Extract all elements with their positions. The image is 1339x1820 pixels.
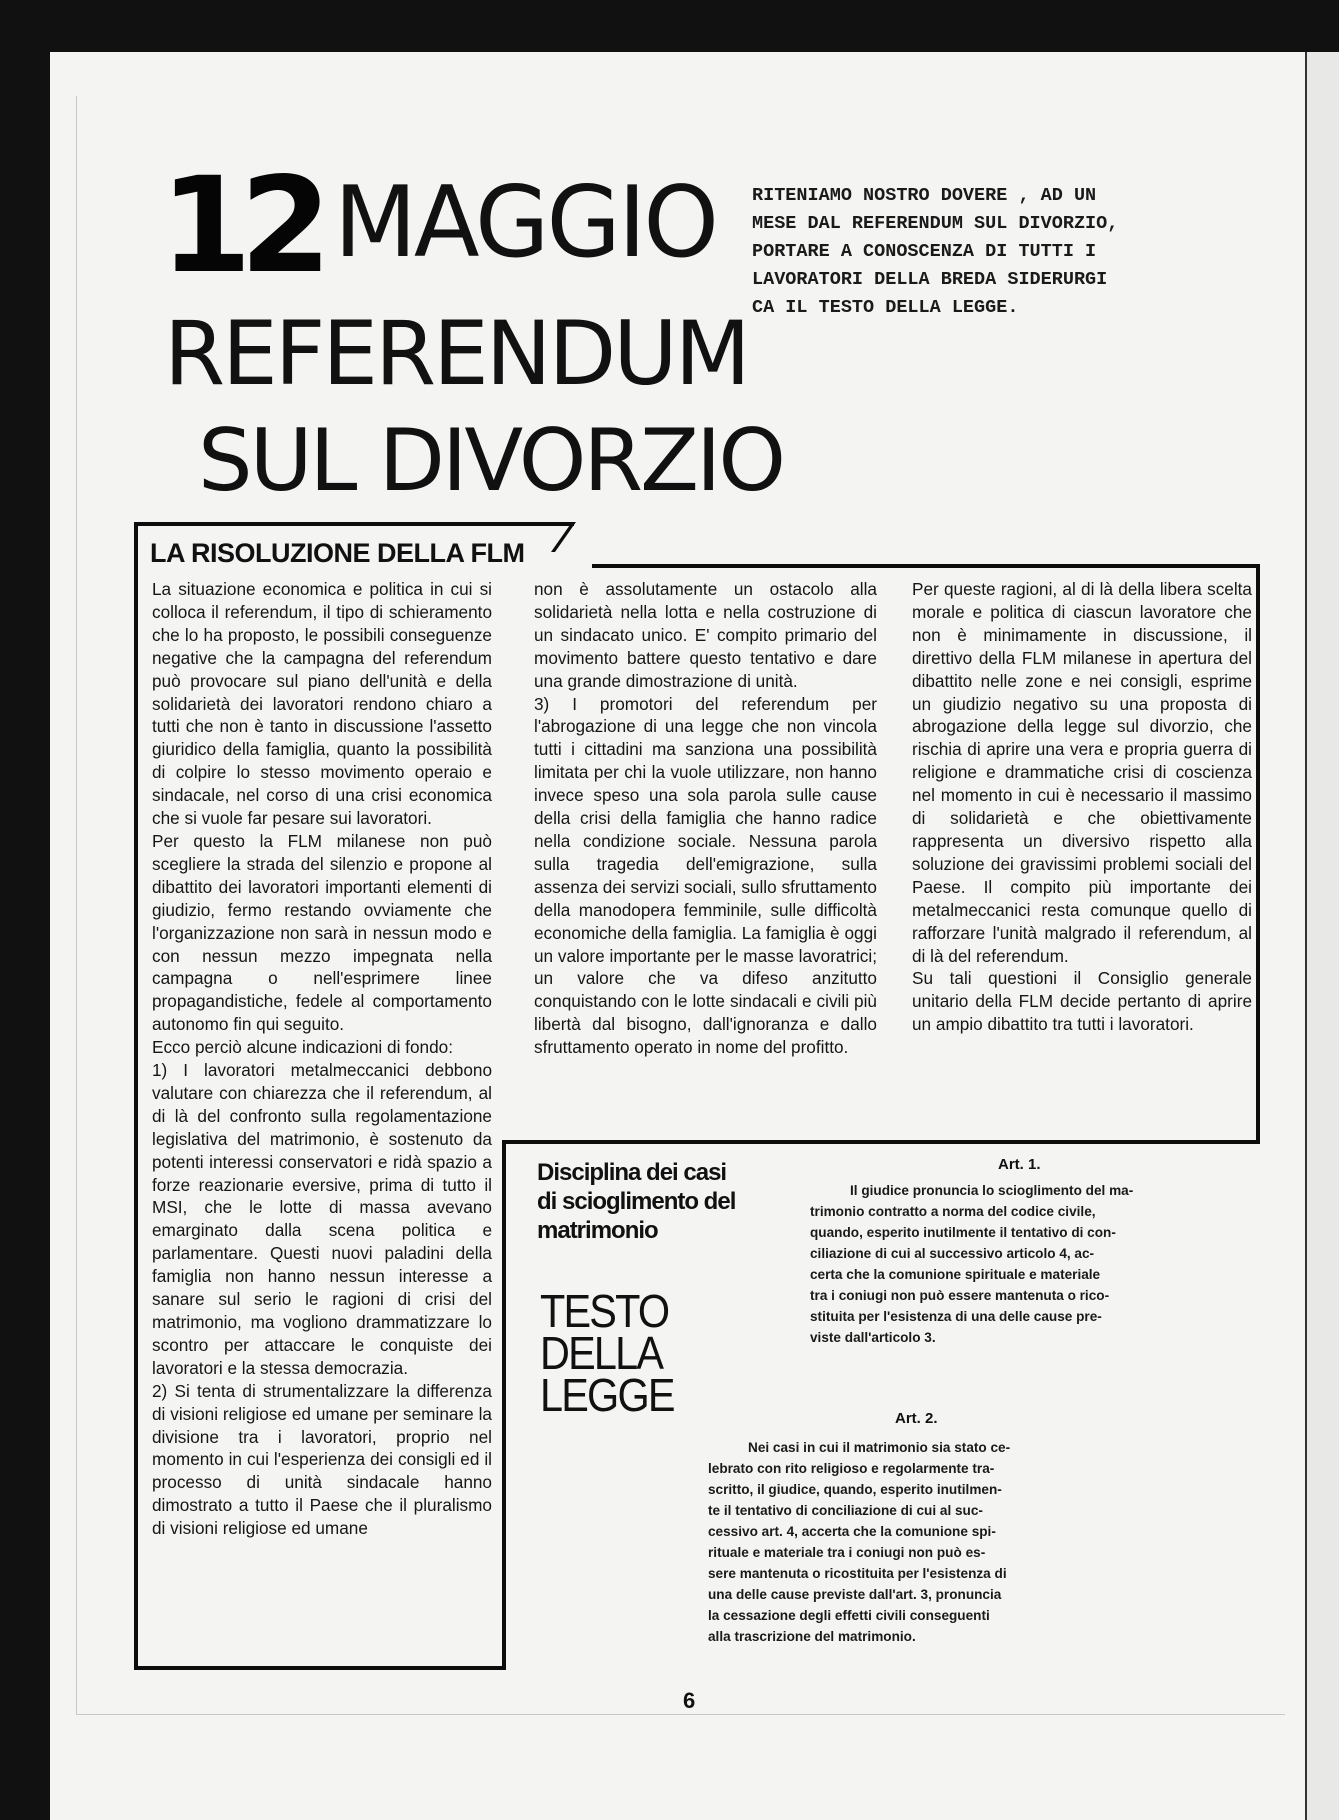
box-border-bottom-left <box>134 1666 506 1670</box>
paragraph: 1) I lavoratori metalmeccanici debbono valutare con chiarezza che il referendum, al di là del confronto sulla regolamentazione legislativa del matrimonio, è sostenuto da potenti interessi conservatori e ridà spazio a forze reazionarie eversive, prima di tutto il MSI, che le lotte di massa avevano emarginato dalla scena politica e parlamentare. Questi nuovi paladini della famiglia non hanno nessun interesse a sanare sul serio le ragioni di crisi del matrimonio, ma vogliono drammatizzare lo scontro per attaccare le conquiste dei lavoratori e la stessa democrazia. <box>152 1060 492 1378</box>
headline-row-1 <box>160 149 724 303</box>
testo-line: TESTO <box>540 1285 669 1337</box>
paragraph: Su tali questioni il Consiglio generale unitario della FLM decide pertanto di aprire un ampio dibattito tra tutti i lavoratori. <box>912 968 1252 1035</box>
intro-line: MESE DAL REFERENDUM SUL DIVORZIO, <box>752 213 1119 234</box>
art1-text <box>810 1180 1133 1348</box>
art2-line: sere mantenuta o ricostituita per l'esistenza di <box>708 1566 1007 1581</box>
art1-line: Il giudice pronuncia lo scioglimento del ma- <box>850 1183 1134 1198</box>
testo-della-legge <box>540 1285 674 1421</box>
paragraph: Per questo la FLM milanese non può scegliere la strada del silenzio e propone al dibattito dei lavoratori importanti elementi di giudizio, fermo restando ovviamente che l'organizzazione non sarà in nessun modo e con nessun mezzo impegnata nella campagna o nell'esprimere linee propagandistiche, fedele al comportamento autonomo fin qui seguito. <box>152 830 492 1035</box>
art1-line: ciliazione di cui al successivo articolo 4, ac- <box>810 1246 1095 1261</box>
headline-divorzio: SUL DIVORZIO <box>198 411 784 511</box>
box-border-top-right <box>592 564 1260 568</box>
art1-line: stituita per l'esistenza di una delle cause pre- <box>810 1309 1102 1324</box>
paragraph: non è assolutamente un ostacolo alla solidarietà nella lotta e nella costruzione di un sindacato unico. E' compito primario del movimento battere questo tentativo e dare una grande dimostrazione di unità. <box>534 579 877 691</box>
art2-heading: Art. 2. <box>895 1410 938 1427</box>
testo-line: LEGGE <box>540 1369 674 1421</box>
next-page-edge <box>1305 52 1339 1820</box>
page-number: 6 <box>683 1688 696 1713</box>
box-border-right <box>1256 564 1260 1144</box>
box-border-left <box>134 522 138 1670</box>
art2-text <box>708 1437 1010 1647</box>
art2-line: una delle cause previste dall'art. 3, pronuncia <box>708 1587 1002 1602</box>
art2-line: Nei casi in cui il matrimonio sia stato ce- <box>748 1440 1011 1455</box>
intro-line: CA IL TESTO DELLA LEGGE. <box>752 297 1019 318</box>
art2-line: lebrato con rito religioso e regolarmente tra- <box>708 1461 995 1476</box>
risoluzione-column-2 <box>534 578 877 1059</box>
art2-line: te il tentativo di conciliazione di cui al suc- <box>708 1503 983 1518</box>
art1-line: trimonio contratto a norma del codice civile, <box>810 1204 1096 1219</box>
risoluzione-column-1 <box>152 578 492 1540</box>
paragraph: 2) Si tenta di strumentalizzare la differenza di visioni religiose ed umane per seminare la divisione tra i lavoratori, proprio nel momento in cui l'esperienza dei consigli ed il processo di unità sindacale hanno dimostrato a tutto il Paese che il pluralismo di visioni religiose ed umane <box>152 1380 492 1539</box>
intro-line: PORTARE A CONOSCENZA DI TUTTI I <box>752 241 1097 262</box>
box-border-mid-vertical <box>502 1140 506 1668</box>
headline-month: MAGGIO <box>333 166 716 280</box>
paragraph: La situazione economica e politica in cui si colloca il referendum, il tipo di schieramento che lo ha proposto, le possibili conseguenze negative che la campagna del referendum può provocare sul piano dell'unità e della solidarietà dei lavoratori rendono chiaro a tutti che non è tanto in discussione l'assetto giuridico della famiglia, quanto la possibilità di colpire lo stesso movimento operaio e sindacale, nel corso di una crisi economica che si vuole far pesare sui lavoratori. <box>152 579 492 829</box>
intro-line: RITENIAMO NOSTRO DOVERE , AD UN <box>752 185 1097 206</box>
paragraph: Per queste ragioni, al di là della libera scelta morale e politica di ciascun lavoratore che non è minimamente in discussione, il direttivo della FLM milanese in apertura del dibattito nelle zone e nei consigli, esprime un giudizio negativo su una proposta di abrogazione della legge sul divorzio, che rischia di aprire una vera e propria guerra di religione e drammatiche crisi di coscienza nel momento in cui è necessario il massimo di solidarietà e che obiettivamente rappresenta un diversivo rispetto alla soluzione dei gravissimi problemi sociali del Paese. Il compito più importante dei metalmeccanici resta comunque quello di rafforzare l'unità malgrado il referendum, al di là del referendum. <box>912 579 1252 966</box>
intro-text <box>752 182 1172 322</box>
testo-line: DELLA <box>540 1327 663 1379</box>
headline-referendum: REFERENDUM <box>164 302 748 405</box>
paragraph: 3) I promotori del referendum per l'abrogazione di una legge che non vincola tutti i cittadini ma sanziona una possibilità limitata per chi la vuole utilizzare, non hanno invece speso una sola parola sulle cause della crisi della famiglia che hanno radice nella condizione sociale. Nessuna parola sulla tragedia dell'emigrazione, sulla assenza dei servizi sociali, sullo sfruttamento della manodopera femminile, sulle difficoltà economiche della famiglia. La famiglia è oggi un valore importante per le masse lavoratrici; un valore che va difeso anzitutto conquistando con le lotte sindacali e civili più libertà dal bisogno, dall'ignoranza e dallo sfruttamento operato in nome del profitto. <box>534 693 877 1058</box>
box-border-top-left <box>134 522 574 526</box>
art1-line: tra i coniugi non può essere mantenuta o rico- <box>810 1288 1110 1303</box>
headline-number: 12 <box>160 149 320 303</box>
art2-line: la cessazione degli effetti civili conseguenti <box>708 1608 990 1623</box>
art2-line: alla trascrizione del matrimonio. <box>708 1629 916 1644</box>
risoluzione-column-3 <box>912 578 1252 1036</box>
art1-line: quando, esperito inutilmente il tentativo di con- <box>810 1225 1116 1240</box>
paragraph: Ecco perciò alcune indicazioni di fondo: <box>152 1037 453 1058</box>
intro-line: LAVORATORI DELLA BREDA SIDERURGI <box>752 269 1108 290</box>
art1-heading: Art. 1. <box>998 1156 1041 1173</box>
art2-line: scritto, il giudice, quando, esperito inutilmen- <box>708 1482 1002 1497</box>
risoluzione-title: LA RISOLUZIONE DELLA FLM <box>150 538 525 568</box>
art1-line: certa che la comunione spirituale e materiale <box>810 1267 1101 1282</box>
art1-line: viste dall'articolo 3. <box>810 1330 936 1345</box>
disciplina-title: Disciplina dei casi di scioglimento del matrimonio <box>537 1159 736 1244</box>
box-border-bottom-right <box>502 1140 1260 1144</box>
art2-line: cessivo art. 4, accerta che la comunione spi- <box>708 1524 996 1539</box>
art2-line: rituale e materiale tra i coniugi non può es- <box>708 1545 986 1560</box>
